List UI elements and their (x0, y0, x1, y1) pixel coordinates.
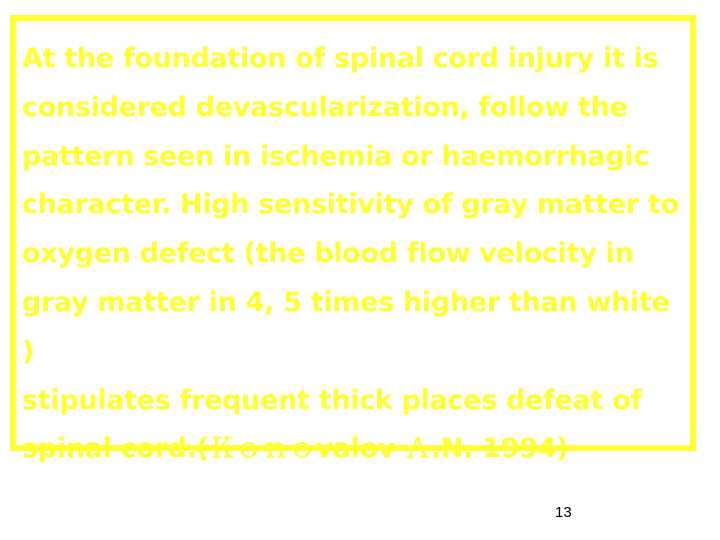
body-text: At the foundation of spinal cord injury it is considered devascularization, follow the pattern seen in ischemia or haemorrhagic character. High sensitivity of gray matter to oxygen defect (the blood flow velocity in gray matter in 4, 5 times higher than white ) stipulates frequent thick places defeat of spinal cord.(Ｋｏｎｏvalov Ａ.N. 1994) (22, 43, 679, 465)
page-number: 13 (555, 504, 572, 521)
text-box (10, 15, 696, 465)
